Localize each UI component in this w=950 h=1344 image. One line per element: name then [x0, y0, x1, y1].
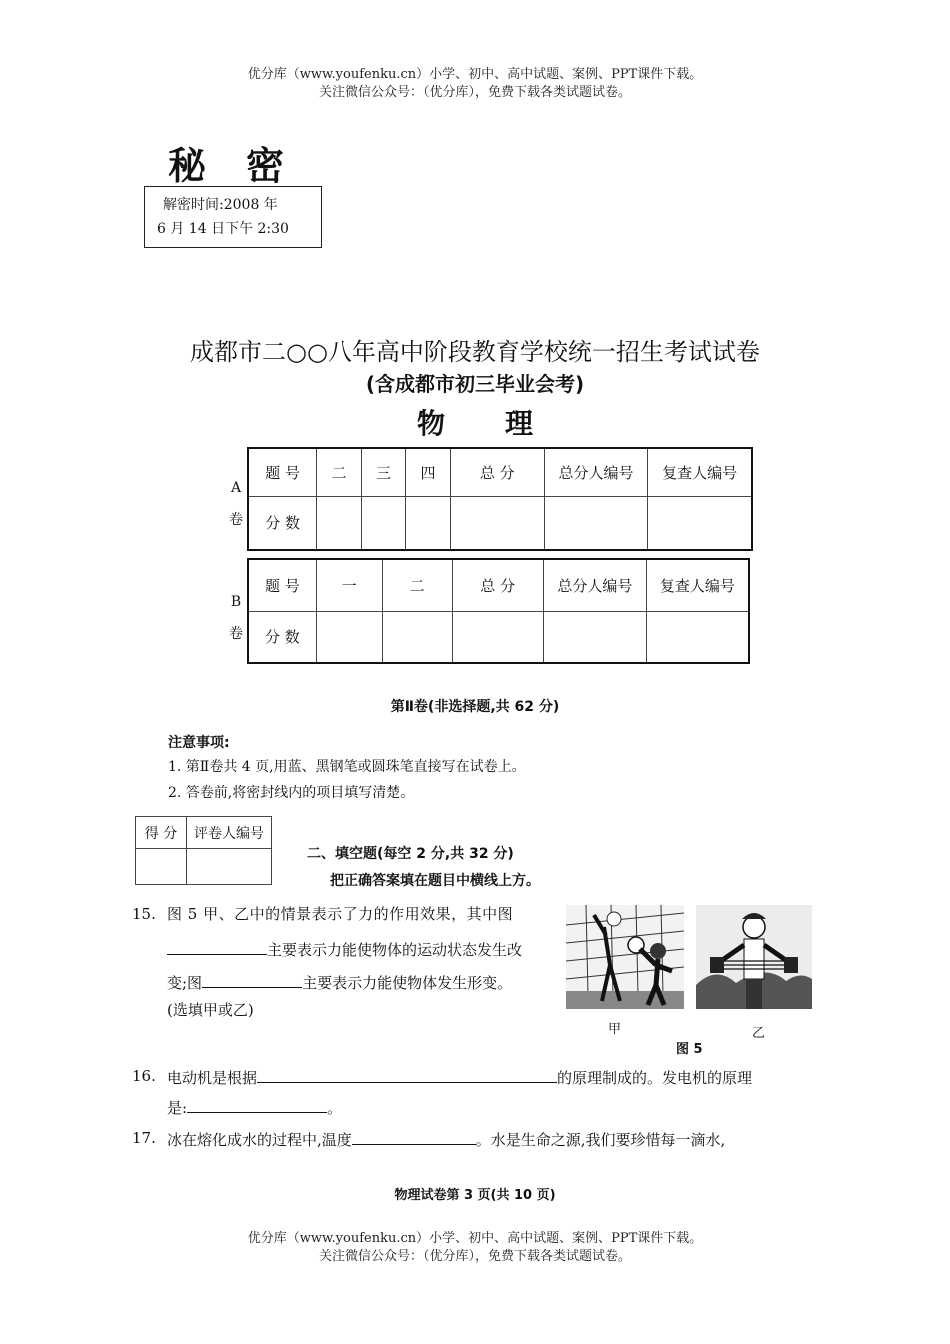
section-2-title: 第Ⅱ卷(非选择题,共 62 分) — [390, 699, 560, 715]
table-a-header: 题 号 — [248, 448, 317, 496]
score-cell[interactable] — [382, 611, 452, 663]
page-footer: 物理试卷第 3 页(共 10 页) — [394, 1188, 556, 1203]
score-cell[interactable] — [648, 496, 752, 550]
q16-line-1-wrap — [167, 1066, 752, 1088]
score-cell[interactable] — [450, 496, 544, 550]
grade-box — [135, 816, 272, 885]
declass-line-1: 解密时间:2008 年 — [163, 197, 278, 213]
q17-line-1a: 冰在熔化成水的过程中,温度 — [167, 1131, 352, 1149]
watermark-line-2: 关注微信公众号：（优分库），免费下载各类试题试卷。 — [318, 85, 631, 100]
q15-line-3-wrap — [167, 971, 512, 993]
q16-number: 16. — [132, 1067, 156, 1085]
figure-5b-label: 乙 — [752, 1026, 766, 1041]
q15-line-4: (选填甲或乙) — [167, 1001, 254, 1019]
declassification-box — [144, 186, 322, 248]
notice-item-2: 2. 答卷前,将密封线内的项目填写清楚。 — [168, 785, 415, 801]
q15-blank-2[interactable] — [202, 971, 302, 988]
table-a-header: 复查人编号 — [648, 448, 752, 496]
q15-line-2: 主要表示力能使物体的运动状态发生改 — [267, 941, 523, 959]
table-b-header: 二 — [382, 559, 452, 611]
grade-score-cell[interactable] — [136, 849, 187, 885]
secret-label: 秘密 — [168, 144, 325, 188]
table-b-row-label: 分 数 — [248, 611, 316, 663]
declass-line-2: 6 月 14 日下午 2:30 — [157, 221, 289, 237]
table-a-header: 二 — [317, 448, 362, 496]
q15-line-3b: 主要表示力能使物体发生形变。 — [302, 974, 513, 992]
grade-box-grader-label: 评卷人编号 — [187, 817, 272, 849]
exam-title: 成都市二○○八年高中阶段教育学校统一招生考试试卷 — [190, 338, 760, 366]
subject-title: 物理 — [416, 407, 593, 440]
notice-heading: 注意事项: — [168, 735, 230, 751]
q17-number: 17. — [132, 1129, 156, 1147]
q16-blank-2[interactable] — [187, 1096, 327, 1113]
q15-line-1: 图 5 甲、乙中的情景表示了力的作用效果，其中图 — [167, 905, 514, 923]
q15-blank-1[interactable] — [167, 938, 267, 955]
q16-blank-1[interactable] — [257, 1066, 557, 1083]
score-cell[interactable] — [646, 611, 749, 663]
score-cell[interactable] — [406, 496, 451, 550]
score-table-a — [247, 447, 753, 551]
q16-line-2a: 是: — [167, 1099, 188, 1117]
table-a-row-label: 分 数 — [248, 496, 317, 550]
score-cell[interactable] — [316, 611, 382, 663]
q17-line-1-wrap — [167, 1128, 725, 1150]
notice-item-1: 1. 第Ⅱ卷共 4 页,用蓝、黑钢笔或圆珠笔直接写在试卷上。 — [168, 759, 526, 775]
fill-section-header: 二、填空题(每空 2 分,共 32 分) — [307, 846, 514, 862]
table-a-side-2: 卷 — [229, 512, 243, 528]
watermark-line-1: 优分库（www.youfenku.cn）小学、初中、高中试题、案例、PPT课件下载。 — [247, 67, 703, 82]
table-a-side-1: A — [230, 480, 242, 496]
watermark-bottom-line-2: 关注微信公众号：（优分库），免费下载各类试题试卷。 — [318, 1249, 631, 1264]
score-cell[interactable] — [544, 496, 648, 550]
table-b-side-1: B — [230, 594, 242, 610]
q15-line-3a: 变;图 — [167, 974, 203, 992]
score-cell[interactable] — [361, 496, 406, 550]
score-cell[interactable] — [543, 611, 646, 663]
table-b-header: 题 号 — [248, 559, 316, 611]
figure-5b-chest-expander — [696, 905, 812, 1009]
score-cell[interactable] — [317, 496, 362, 550]
q16-line-1a: 电动机是根据 — [167, 1069, 258, 1087]
figure-5a-label: 甲 — [608, 1022, 622, 1037]
score-table-b — [247, 558, 750, 664]
table-a-header: 四 — [406, 448, 451, 496]
fill-section-instruction: 把正确答案填在题目中横线上方。 — [330, 873, 540, 889]
watermark-bottom-line-1: 优分库（www.youfenku.cn）小学、初中、高中试题、案例、PPT课件下载。 — [247, 1231, 703, 1246]
q16-line-1b: 的原理制成的。发电机的原理 — [557, 1069, 753, 1087]
score-cell[interactable] — [452, 611, 543, 663]
table-b-side-label — [226, 586, 246, 650]
table-b-header: 复查人编号 — [646, 559, 749, 611]
table-a-header: 三 — [361, 448, 406, 496]
q17-blank-1[interactable] — [352, 1128, 476, 1145]
exam-subtitle: (含成都市初三毕业会考) — [365, 372, 585, 396]
figure-5a-volleyball — [566, 905, 684, 1009]
grade-box-score-label: 得 分 — [136, 817, 187, 849]
figure-5-caption: 图 5 — [676, 1042, 703, 1057]
q15-line-2-wrap — [167, 938, 522, 960]
table-b-header: 一 — [316, 559, 382, 611]
table-a-header: 总 分 — [450, 448, 544, 496]
table-a-side-label — [226, 472, 246, 536]
q15-number: 15. — [132, 905, 156, 923]
table-b-side-2: 卷 — [229, 626, 243, 642]
q16-line-2-wrap — [167, 1096, 342, 1118]
table-b-header: 总分人编号 — [543, 559, 646, 611]
grader-id-cell[interactable] — [187, 849, 272, 885]
table-b-header: 总 分 — [452, 559, 543, 611]
q17-line-1b: 。水是生命之源,我们要珍惜每一滴水, — [475, 1131, 726, 1149]
q16-line-2b: 。 — [327, 1099, 343, 1117]
table-a-header: 总分人编号 — [544, 448, 648, 496]
